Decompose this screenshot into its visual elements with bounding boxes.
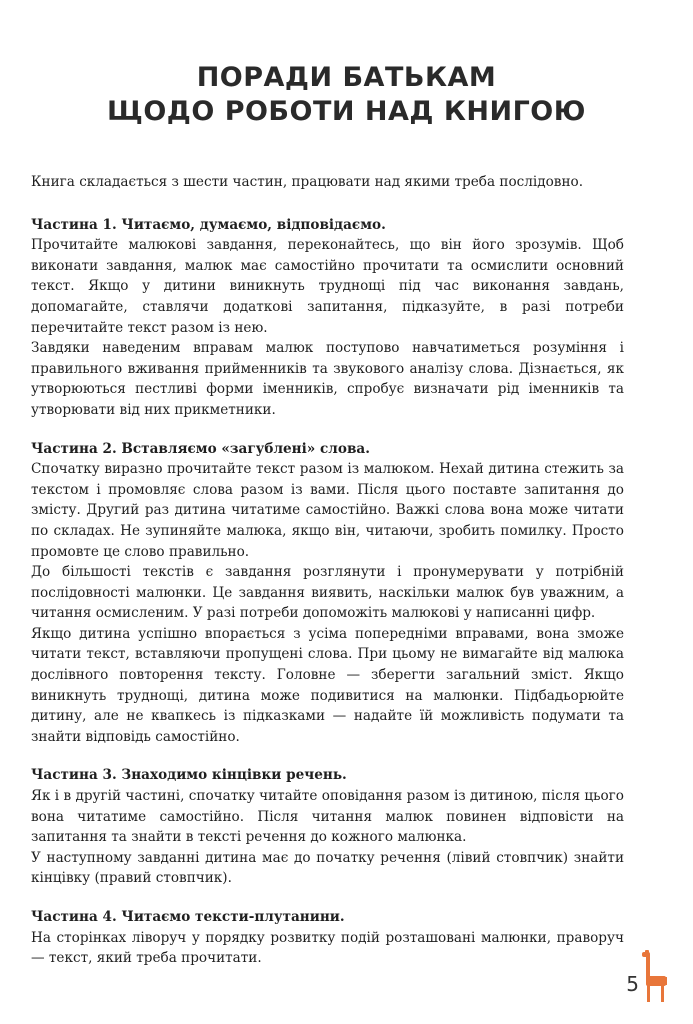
part-1-paragraph: Прочитайте малюкові завдання, переконайтесь, що він його зрозумів. Щоб виконати завдання, малюк має самостійно прочитати та осмислити основний текст. Якщо у дитини виникнуть труднощі під час виконання завдань, допомагайте, ставлячи додаткові запитання, підказуйте, в разі потреби перечитайте текст разом із нею.	[31, 237, 624, 336]
part-4-heading: Частина 4. Читаємо тексти-плутанини.	[31, 909, 345, 925]
page-number: 5	[626, 972, 639, 996]
part-4-paragraph: На сторінках ліворуч у порядку розвитку подій розташовані малюнки, праворуч — текст, який треба прочитати.	[31, 929, 624, 967]
part-3-paragraph: У наступному завданні дитина має до початку речення (лівий стовпчик) знайти кінцівку (правий стовпчик).	[31, 849, 624, 887]
title-line-2: ЩОДО РОБОТИ НАД КНИГОЮ	[107, 96, 586, 127]
part-2-paragraph: До більшості текстів є завдання розглянути і пронумерувати у потрібній послідовності малюнки. Це завдання виявить, наскільки малюк був уважним, а читання осмисленим. У разі потреби допоможіть малюкові у написанні цифр.	[31, 564, 624, 622]
part-1-paragraph: Завдяки наведеним вправам малюк поступово навчатиметься розуміння і правильного вживання прийменників та звукового аналізу слова. Дізнається, як утворюються пестливі форми іменників, спробує визначати рід іменників та утворювати від них прикметники.	[31, 340, 624, 418]
intro-paragraph: Книга складається з шести частин, працювати над якими треба послідовно.	[31, 174, 584, 190]
title-line-1: ПОРАДИ БАТЬКАМ	[196, 62, 497, 93]
part-3-heading: Частина 3. Знаходимо кінцівки речень.	[31, 767, 347, 784]
body-text	[31, 172, 624, 969]
part-2-paragraph: Якщо дитина успішно впорається з усіма попередніми вправами, вона зможе читати текст, вставляючи пропущені слова. При цьому не вимагайте від малюка дослівного повторення тексту. Головне — зберегти загальний зміст. Якщо виникнуть труднощі, дитина може подивитися на малюнки. Підбадьорюйте дитину, але не квапкесь із підказками — надайте їй можливість подумати та знайти відповідь самостійно.	[31, 625, 624, 745]
part-2-paragraph: Спочатку виразно прочитайте текст разом із малюком. Нехай дитина стежить за текстом і промовляє слова разом із вами. Після цього поставте запитання до змісту. Другий раз дитина читатиме самостійно. Важкі слова вона може читати по складах. Не зупиняйте малюка, якщо він, читаючи, зробить помилку. Просто промовте це слово правильно.	[31, 461, 624, 560]
page-title	[0, 61, 693, 129]
part-3-paragraph: Як і в другій частині, спочатку читайте оповідання разом із дитиною, після цього вона читатиме самостійно. Після читання малюк повинен відповісти на запитання та знайти в тексті речення до кожного малюнка.	[31, 788, 624, 846]
part-2-heading: Частина 2. Вставляємо «загублені» слова.	[31, 440, 370, 457]
giraffe-icon	[640, 948, 670, 1004]
part-1-heading: Частина 1. Читаємо, думаємо, відповідаємо.	[31, 216, 386, 233]
